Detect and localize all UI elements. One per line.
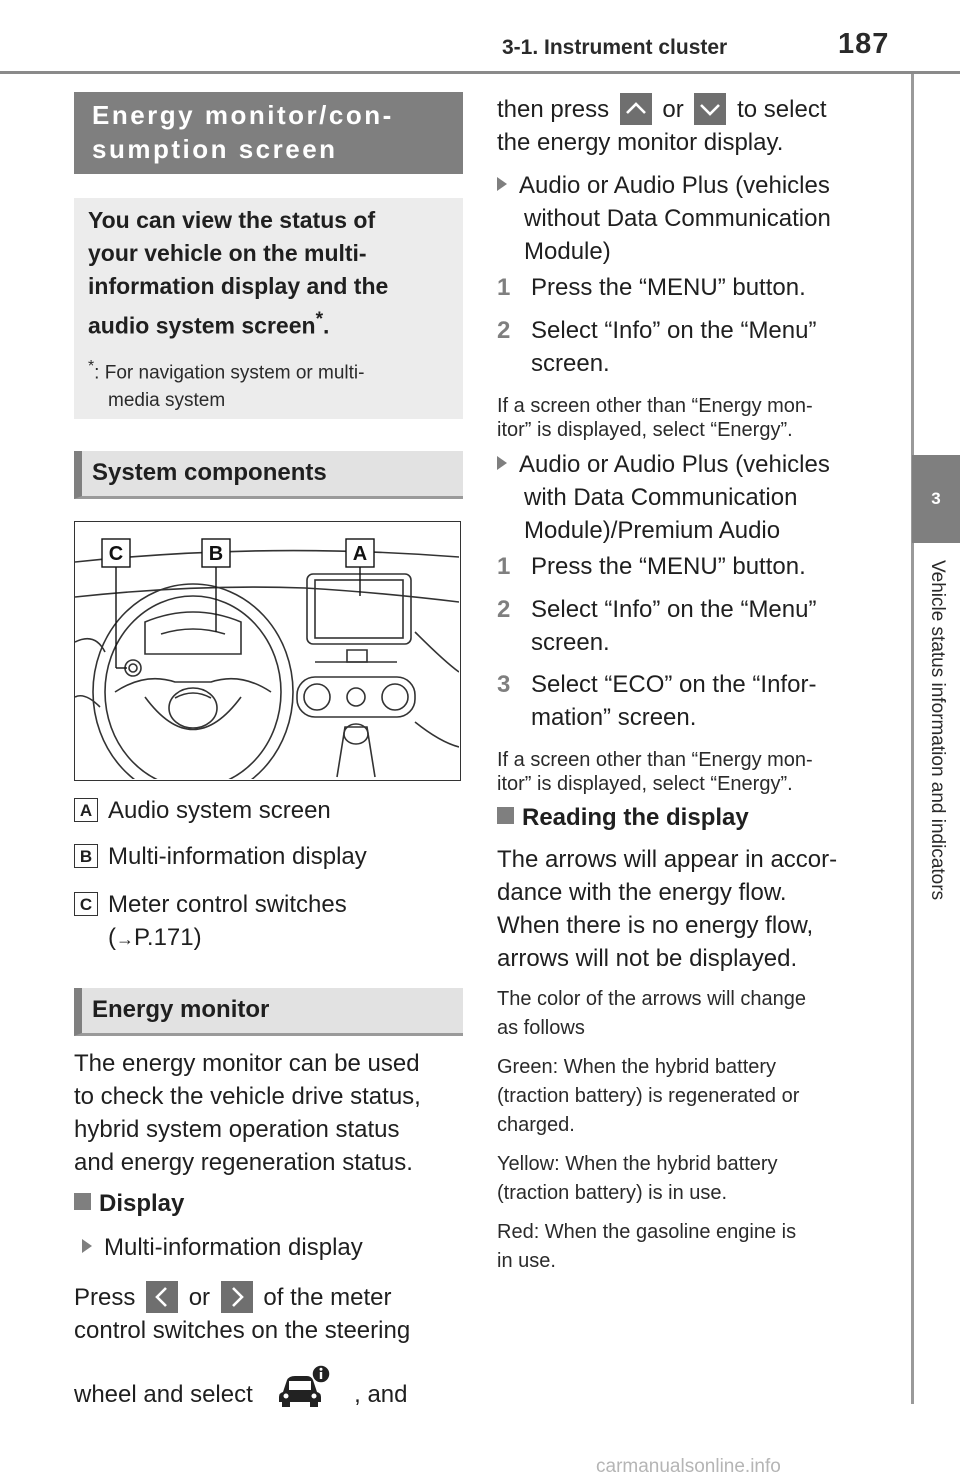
legend-badge-c: C bbox=[74, 892, 98, 916]
banner-line-1: Energy monitor/con- bbox=[92, 100, 394, 130]
group2-step-3: 3 Select “ECO” on the “Infor- mation” screen. bbox=[497, 671, 817, 731]
page-reference-text: P.171 bbox=[134, 924, 194, 951]
summary-line-4: audio system screen*. bbox=[88, 309, 330, 339]
arrow-right-icon: → bbox=[116, 929, 134, 949]
multi-info-label: Multi-information display bbox=[82, 1231, 363, 1264]
legend-text-a: Audio system screen bbox=[108, 797, 331, 824]
section-banner bbox=[74, 92, 463, 174]
intro-line-1: The energy monitor can be used bbox=[74, 1050, 420, 1077]
section-title: 3-1. Instrument cluster bbox=[502, 36, 728, 59]
group1-note: If a screen other than “Energy mon- itor” is displayed, select “Energy”. bbox=[497, 395, 813, 441]
header-rule bbox=[0, 71, 960, 74]
chapter-number: 3 bbox=[931, 489, 941, 508]
color-note-green: Green: When the hybrid battery (traction battery) is regenerated or charged. bbox=[497, 1056, 800, 1136]
page-reference[interactable]: (→P.171) bbox=[108, 924, 202, 951]
color-note-yellow: Yellow: When the hybrid battery (traction battery) is in use. bbox=[497, 1153, 778, 1204]
page-number: 187 bbox=[838, 28, 890, 60]
triangle-bullet-icon bbox=[497, 456, 507, 470]
summary-box bbox=[74, 198, 463, 419]
left-arrow-button-icon bbox=[146, 1281, 178, 1313]
side-rule bbox=[911, 74, 914, 1404]
group2-title: Audio or Audio Plus (vehicles with Data Communication Module)/Premium Audio bbox=[497, 448, 897, 547]
triangle-bullet-icon bbox=[497, 177, 507, 191]
legend-text-c: Meter control switches bbox=[108, 891, 347, 918]
legend-text-b: Multi-information display bbox=[108, 843, 367, 870]
legend-item-b bbox=[74, 843, 367, 871]
triangle-bullet-icon bbox=[82, 1239, 92, 1253]
footnote-line-2: media system bbox=[108, 389, 226, 411]
figure-label-a: A bbox=[352, 543, 368, 565]
group2-note: If a screen other than “Energy mon- itor” is displayed, select “Energy”. bbox=[497, 749, 813, 795]
legend-badge-a: A bbox=[74, 798, 98, 822]
group2-step-1: 1 Press the “MENU” button. bbox=[497, 553, 806, 580]
dashboard-illustration bbox=[75, 522, 459, 779]
color-note-intro: The color of the arrows will change as follows bbox=[497, 988, 807, 1039]
reading-subheading: Reading the display bbox=[497, 804, 749, 832]
continue-line-1: then press or to select bbox=[497, 93, 897, 127]
system-components-heading: System components bbox=[74, 451, 463, 499]
summary-line-2: your vehicle on the multi- bbox=[88, 240, 367, 266]
summary-lead bbox=[88, 204, 449, 343]
footnote-line-1: : For navigation system or multi- bbox=[94, 361, 365, 383]
chapter-tab bbox=[912, 455, 960, 543]
square-bullet-icon bbox=[497, 807, 514, 824]
group1-title: Audio or Audio Plus (vehicles without Data Communication Module) bbox=[497, 169, 897, 268]
display-subheading: Display bbox=[74, 1190, 184, 1218]
right-arrow-button-icon bbox=[221, 1281, 253, 1313]
energy-monitor-intro bbox=[74, 1047, 474, 1179]
dashboard-figure bbox=[74, 521, 461, 781]
down-arrow-button-icon bbox=[694, 93, 726, 125]
continue-line-2: the energy monitor display. bbox=[497, 129, 784, 156]
figure-label-c: C bbox=[108, 543, 124, 565]
vehicle-info-icon bbox=[273, 1364, 333, 1404]
summary-footnote bbox=[88, 353, 449, 415]
group2-step-2: 2 Select “Info” on the “Menu” screen. bbox=[497, 596, 817, 656]
legend-item-a bbox=[74, 797, 331, 825]
footnote-mark: * bbox=[315, 309, 324, 330]
color-note-red: Red: When the gasoline engine is in use. bbox=[497, 1221, 797, 1272]
footnote-mark-2: * bbox=[88, 357, 95, 375]
intro-line-3: hybrid system operation status bbox=[74, 1116, 400, 1143]
summary-line-1: You can view the status of bbox=[88, 207, 376, 233]
press-instruction-line-2: control switches on the steering bbox=[74, 1317, 411, 1344]
group1-step-1: 1 Press the “MENU” button. bbox=[497, 274, 806, 301]
group1-step-2: 2 Select “Info” on the “Menu” screen. bbox=[497, 317, 817, 377]
figure-label-b: B bbox=[208, 543, 224, 565]
square-bullet-icon bbox=[74, 1193, 91, 1210]
up-arrow-button-icon bbox=[620, 93, 652, 125]
watermark: carmanualsonline.info bbox=[596, 1456, 781, 1477]
legend-item-c bbox=[74, 888, 347, 956]
banner-line-2: sumption screen bbox=[92, 134, 338, 164]
summary-line-3: information display and the bbox=[88, 273, 389, 299]
reading-body: The arrows will appear in accor- dance with the energy flow. When there is no energy flow, arrows will not be displayed. bbox=[497, 846, 838, 972]
intro-line-2: to check the vehicle drive status, bbox=[74, 1083, 421, 1110]
chapter-label: Vehicle status information and indicators bbox=[927, 560, 948, 901]
intro-line-4: and energy regeneration status. bbox=[74, 1149, 413, 1176]
legend-badge-b: B bbox=[74, 844, 98, 868]
press-instruction-line-1: Press or of the meter bbox=[74, 1281, 474, 1315]
energy-monitor-heading: Energy monitor bbox=[74, 988, 463, 1036]
press-instruction-line-3: wheel and select , and bbox=[74, 1364, 408, 1411]
